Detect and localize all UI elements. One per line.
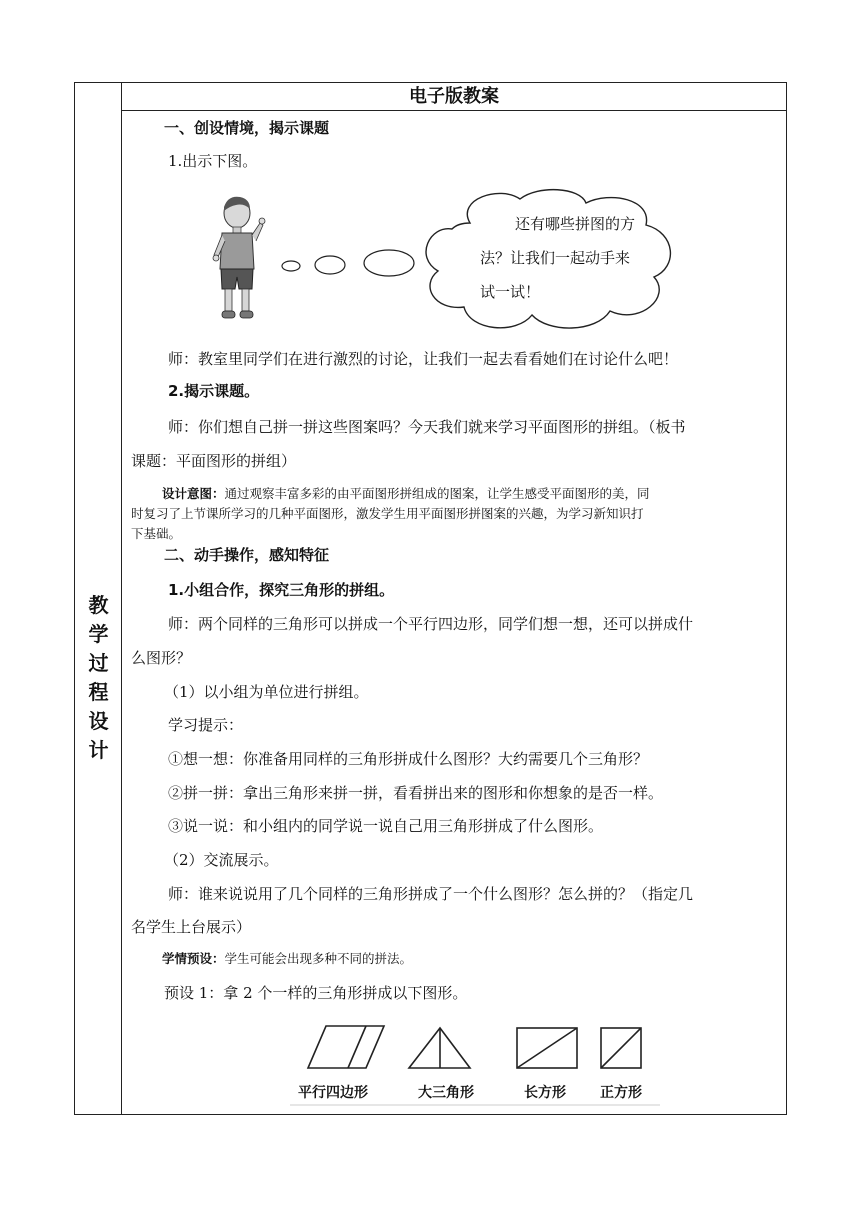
learning-tips-title: 学习提示： — [168, 716, 244, 734]
section2-teacher2-line2: 名学生上台展示） — [131, 918, 252, 936]
section1-teacher2-line1: 师：你们想自己拼一拼这些图案吗？今天我们就来学习平面图形的拼组。（板书 — [168, 418, 686, 436]
side-char: 过 — [88, 651, 109, 675]
boy-illustration — [206, 193, 268, 323]
learning-tip-3: ③说一说：和小组内的同学说一说自己用三角形拼成了什么图形。 — [168, 817, 604, 835]
square-shape — [601, 1028, 641, 1068]
side-char: 教 — [88, 593, 109, 617]
cloud-text-line2: 法？让我们一起动手来 — [480, 249, 631, 267]
section1-item1: 1.出示下图。 — [168, 152, 258, 170]
design-intent-line2: 时复习了上节课所学习的几种平面图形，激发学生用平面图形拼图案的兴趣，为学习新知识打 — [131, 506, 644, 521]
table-header-title: 电子版教案 — [122, 83, 786, 111]
preset-label: 学情预设： — [162, 951, 225, 966]
section1-heading: 一、创设情境，揭示课题 — [164, 119, 330, 137]
section2-item1: 1.小组合作，探究三角形的拼组。 — [168, 581, 395, 599]
side-label-teaching-process — [75, 591, 122, 765]
preset-line — [162, 949, 412, 968]
label-big-triangle: 大三角形 — [418, 1085, 474, 1101]
section2-teacher1-line2: 么图形？ — [131, 649, 192, 667]
section2-teacher1-line1: 师：两个同样的三角形可以拼成一个平行四边形，同学们想一想，还可以拼成什 — [168, 615, 694, 633]
big-triangle-shape — [409, 1028, 470, 1068]
section1-teacher-line: 师：教室里同学们在进行激烈的讨论，让我们一起去看看她们在讨论什么吧！ — [168, 350, 679, 368]
design-intent-label: 设计意图： — [162, 486, 225, 501]
section2-teacher2-line1: 师：谁来说说用了几个同样的三角形拼成了一个什么图形？怎么拼的？（指定几 — [168, 885, 694, 903]
design-intent-line1 — [162, 484, 650, 503]
label-square: 正方形 — [600, 1085, 642, 1101]
side-char: 计 — [88, 738, 109, 762]
rectangle-shape — [517, 1028, 577, 1068]
preset-text: 学生可能会出现多种不同的拼法。 — [224, 951, 413, 966]
side-char: 学 — [88, 622, 109, 646]
design-intent-line3: 下基础。 — [131, 526, 182, 541]
side-char: 设 — [88, 709, 109, 733]
section1-item2: 2.揭示课题。 — [168, 382, 260, 400]
learning-tip-1: ①想一想：你准备用同样的三角形拼成什么图形？大约需要几个三角形？ — [168, 750, 649, 768]
section1-teacher2-line2: 课题：平面图形的拼组） — [131, 452, 297, 470]
section2-step2: （2）交流展示。 — [164, 851, 279, 869]
side-char: 程 — [88, 680, 109, 704]
parallelogram-shape — [308, 1026, 384, 1068]
cloud-text-line1: 还有哪些拼图的方 — [515, 215, 636, 233]
side-column — [75, 83, 122, 1114]
design-intent-text: 通过观察丰富多彩的由平面图形拼组成的图案，让学生感受平面图形的美，同 — [224, 486, 650, 501]
section2-heading: 二、动手操作，感知特征 — [164, 546, 330, 564]
section2-step1: （1）以小组为单位进行拼组。 — [164, 683, 369, 701]
learning-tip-2: ②拼一拼：拿出三角形来拼一拼，看看拼出来的图形和你想象的是否一样。 — [168, 784, 664, 802]
cloud-text-line3: 试一试！ — [480, 283, 541, 301]
label-rectangle: 长方形 — [524, 1085, 566, 1101]
preset1-line: 预设 1：拿 2 个一样的三角形拼成以下图形。 — [164, 984, 468, 1002]
label-parallelogram: 平行四边形 — [298, 1085, 368, 1101]
